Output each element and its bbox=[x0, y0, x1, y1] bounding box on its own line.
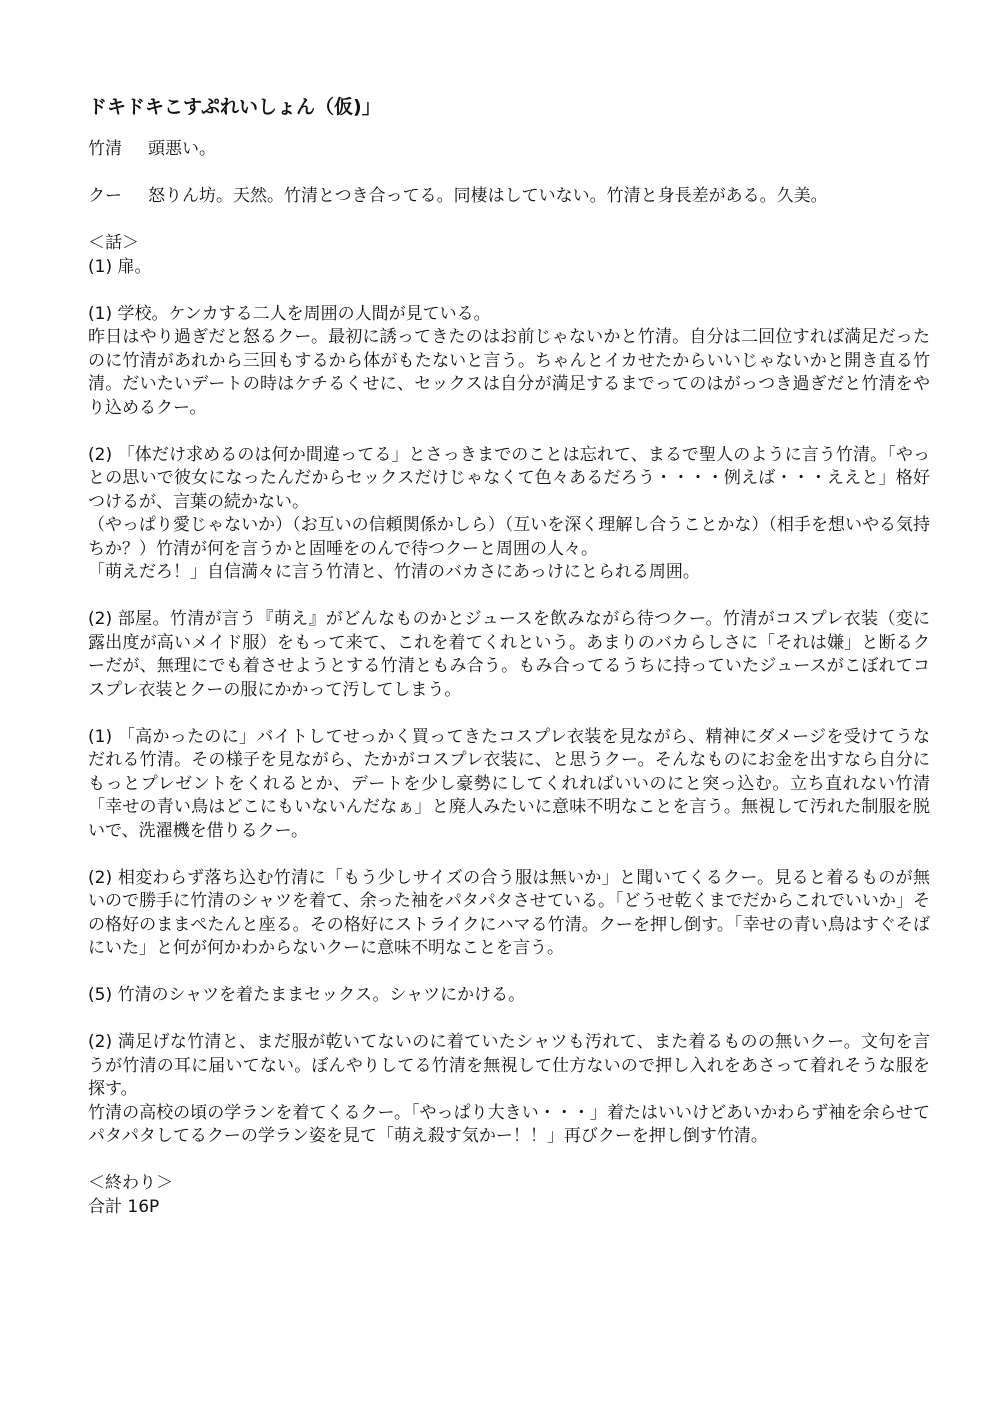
scene-block bbox=[88, 608, 930, 702]
scene-text bbox=[88, 303, 930, 327]
page-count-label: (1) bbox=[88, 726, 118, 747]
character-description: 頭悪い。 bbox=[148, 139, 216, 159]
character-description: 怒りん坊。天然。竹清とつき合ってる。同棲はしていない。竹清と身長差がある。久美。 bbox=[148, 186, 828, 206]
scene-block bbox=[88, 867, 930, 961]
scene-block bbox=[88, 1031, 930, 1149]
scene-line: 部屋。竹清が言う『萌え』がどんなものかとジュースを飲みながら待つクー。竹清がコスプレ衣装（変に露出度が高いメイド服）をもって来て、これを着てくれという。あまりのバカらしさに「それは嫌」と断るクーだが、無理にでも着させようとする竹清ともみ合う。もみ合ってるうちに持っていたジュースがこぼれてコスプレ衣装とクーの服にかかって汚してしまう。 bbox=[88, 609, 930, 700]
page-count-label: (2) bbox=[88, 1032, 118, 1052]
character-name: 竹清 bbox=[88, 139, 122, 159]
scene-line: 「体だけ求めるのは何か間違ってる」とさっきまでのことは忘れて、まるで聖人のように言う竹清。「やっとの思いで彼女になったんだからセックスだけじゃなくて色々あるだろう・・・・例えば・・・ええと」格好つけるが、言葉の続かない。 bbox=[88, 444, 930, 512]
scene-text bbox=[88, 608, 930, 702]
scene-text bbox=[88, 514, 930, 561]
scene-list bbox=[88, 256, 930, 1149]
story-heading: ＜話＞ bbox=[88, 233, 139, 253]
page-count-label: (2) bbox=[88, 867, 118, 888]
scene-line: 相変わらず落ち込む竹清に「もう少しサイズの合う服は無いか」と聞いてくるクー。見ると着るものが無いので勝手に竹清のシャツを着て、余った袖をパタパタさせている。「どうせ乾くまでだからこれでいいか」その格好のままぺたんと座る。その格好にストライクにハマる竹清。クーを押し倒す。「幸せの青い鳥はすぐそばにいた」と何が何かわからないクーに意味不明なことを言う。 bbox=[88, 867, 931, 958]
scene-line: 満足げな竹清と、まだ服が乾いてないのに着ていたシャツも汚れて、また着るものの無いクー。文句を言うが竹清の耳に届いてない。ぼんやりしてる竹清を無視して仕方ないので押し入れをあさって着れそうな服を探す。 bbox=[88, 1032, 931, 1099]
plot-document bbox=[88, 94, 930, 1219]
character-entry bbox=[88, 138, 930, 162]
scene-text bbox=[88, 326, 930, 420]
scene-line: 「萌えだろ！」自信満々に言う竹清と、竹清のバカさにあっけにとられる周囲。 bbox=[88, 562, 700, 582]
scene-text bbox=[88, 984, 930, 1008]
ending-marker: ＜終わり＞ bbox=[88, 1173, 173, 1193]
scene-line: 「高かったのに」バイトしてせっかく買ってきたコスプレ衣装を見ながら、精神にダメージを受けてうなだれる竹清。その様子を見ながら、たかがコスプレ衣装に、と思うクー。そんなものにお金を出すなら自分にもっとプレゼントをくれるとか、デートを少し豪勢にしてくれればいいのにと突っ込む。立ち直れない竹清「幸せの青い鳥はどこにもいないんだなぁ」と廃人みたいに意味不明なことを言う。無視して汚れた制服を脱いで、洗濯機を借りるクー。 bbox=[88, 726, 931, 841]
scene-text bbox=[88, 444, 930, 515]
scene-block bbox=[88, 303, 930, 421]
page-count-label: (5) bbox=[88, 985, 118, 1005]
scene-text bbox=[88, 256, 930, 280]
scene-line: 昨日はやり過ぎだと怒るクー。最初に誘ってきたのはお前じゃないかと竹清。自分は二回位すれば満足だったのに竹清があれから三回もするから体がもたないと言う。ちゃんとイカせたからいいじゃないかと開き直る竹清。だいたいデートの時はケチるくせに、セックスは自分が満足するまでってのはがっつき過ぎだと竹清をやり込めるクー。 bbox=[88, 327, 930, 418]
document-title: ドキドキこすぷれいしょん（仮)」 bbox=[88, 96, 381, 118]
page-count-label: (2) bbox=[88, 609, 118, 629]
scene-block bbox=[88, 984, 930, 1008]
character-name: クー bbox=[88, 186, 122, 206]
page-count-label: (1) bbox=[88, 303, 118, 324]
scene-text bbox=[88, 1031, 930, 1102]
scene-text bbox=[88, 867, 930, 961]
scene-block bbox=[88, 444, 930, 585]
scene-text bbox=[88, 726, 930, 844]
scene-line: 扉。 bbox=[117, 256, 152, 277]
scene-block bbox=[88, 256, 930, 280]
scene-text bbox=[88, 561, 930, 585]
scene-block bbox=[88, 726, 930, 844]
scene-line: （やっぱり愛じゃないか）（お互いの信頼関係かしら）（互いを深く理解し合うことかな）（相手を想いやる気持ちか？）竹清が何を言うかと固唾をのんで待つクーと周囲の人々。 bbox=[88, 515, 930, 559]
page-total: 合計 16P bbox=[88, 1196, 160, 1217]
page-count-label: (1) bbox=[88, 256, 118, 277]
scene-line: 学校。ケンカする二人を周囲の人間が見ている。 bbox=[117, 303, 491, 324]
character-entry bbox=[88, 185, 930, 209]
scene-line: 竹清の高校の頃の学ランを着てくるクー。「やっぱり大きい・・・」着たはいいけどあいかわらず袖を余らせてパタパタしてるクーの学ラン姿を見て「萌え殺す気かー！！」再びクーを押し倒す竹清。 bbox=[88, 1102, 930, 1146]
scene-text bbox=[88, 1102, 930, 1149]
page-count-label: (2) bbox=[88, 444, 118, 465]
scene-line: 竹清のシャツを着たままセックス。シャツにかける。 bbox=[117, 985, 526, 1005]
